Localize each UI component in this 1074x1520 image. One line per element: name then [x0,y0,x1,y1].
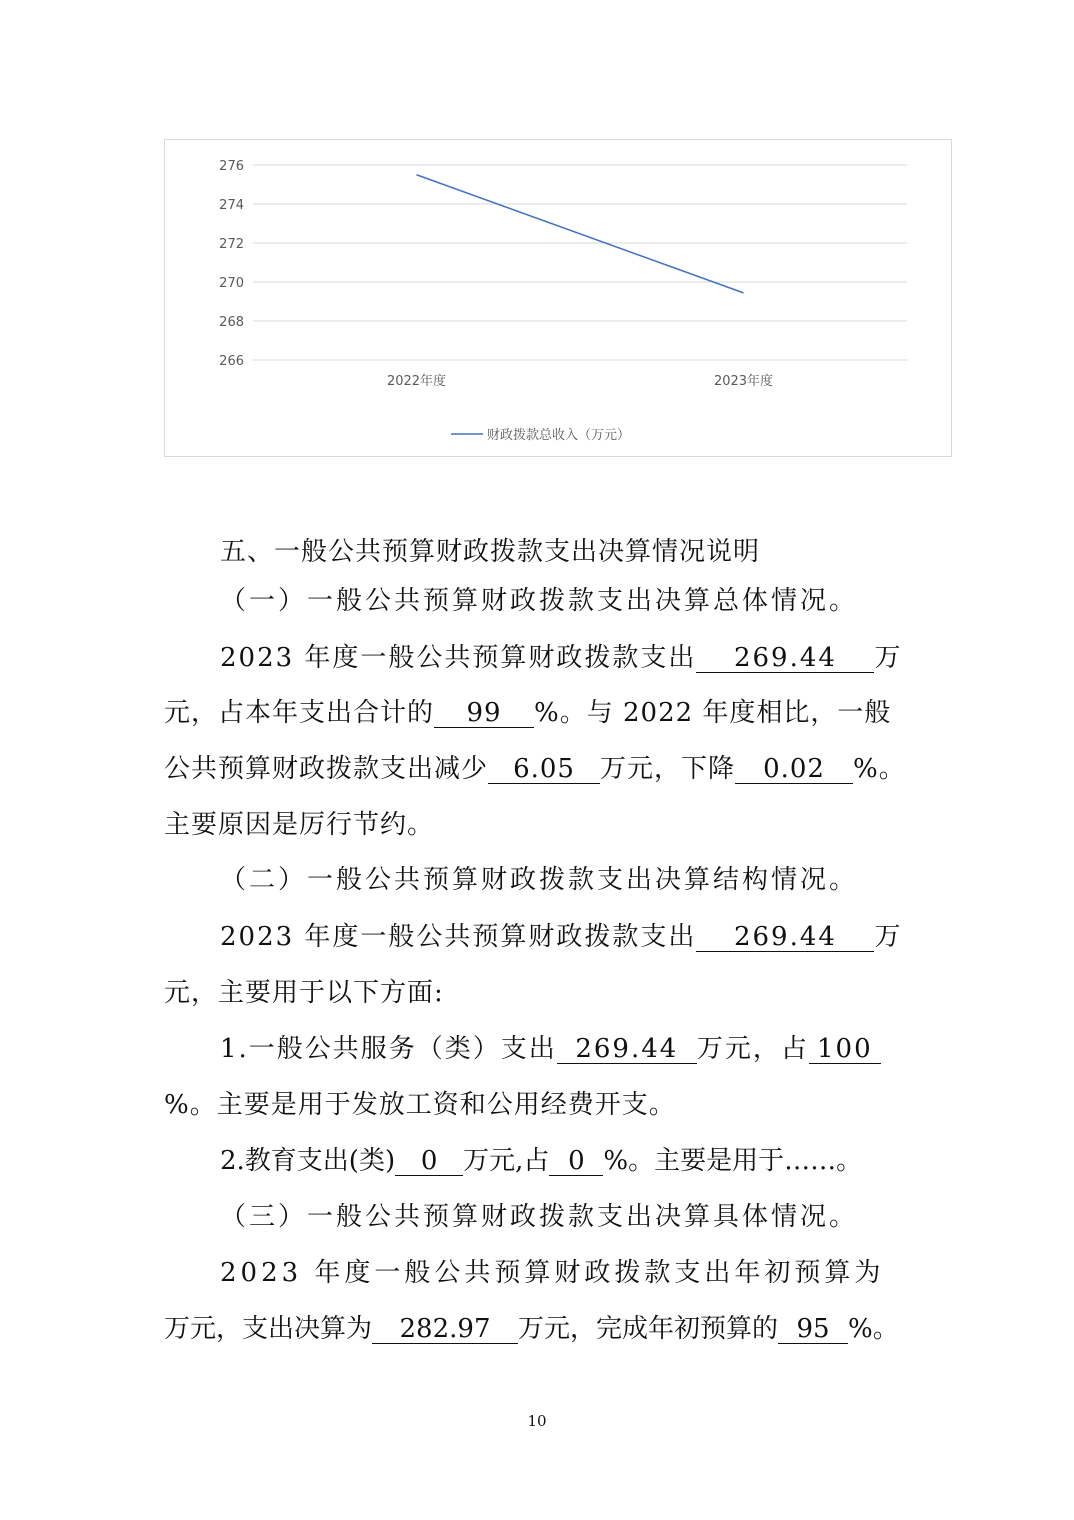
paragraph-2-line-1 [220,922,902,952]
x-tick-label: 2022年度 [386,374,447,389]
paragraph-3-line-2 [164,1314,899,1344]
fill-value: 6.05 [488,755,600,784]
text: 万元，占 [696,1034,809,1064]
text: 1.一般公共服务（类）支出 [220,1034,557,1064]
fill-value: 269.44 [696,644,874,673]
y-tick-label: 266 [219,354,244,369]
subheading-1: （一）一般公共预算财政拨款支出决算总体情况。 [220,586,859,616]
text: 2023 年度一般公共预算财政拨款支出 [220,922,697,952]
text: 万 [874,643,903,673]
x-tick-label: 2023年度 [713,374,774,389]
fill-value: 282.97 [372,1315,518,1344]
text: 2023 年度一般公共预算财政拨款支出 [220,643,697,673]
text: %。与 2022 年度相比，一般 [534,698,892,728]
paragraph-3-line-1: 2023 年度一般公共预算财政拨款支出年初预算为 [220,1258,885,1288]
y-tick-label: 272 [219,237,244,252]
text: 万元，下降 [600,754,736,784]
text: 2.教育支出(类) [220,1146,396,1176]
paragraph-1-line-4: 主要原因是厉行节约。 [164,810,435,840]
fill-value: 0.02 [735,755,853,784]
fill-value: 95 [778,1315,848,1344]
paragraph-2-line-2: 元，主要用于以下方面: [164,978,444,1008]
fill-value: 99 [434,699,534,728]
paragraph-1-line-2 [164,698,891,728]
text: 万元,占 [463,1146,550,1176]
text: %。主要是用于……。 [603,1146,863,1176]
page-number: 10 [527,1412,547,1430]
text: 元，占本年支出合计的 [164,698,435,728]
series-line [417,175,744,293]
paragraph-1-line-1 [220,643,902,673]
subheading-3: （三）一般公共预算财政拨款支出决算具体情况。 [220,1202,859,1232]
y-tick-label: 270 [219,276,244,291]
y-tick-label: 268 [219,315,244,330]
text: 公共预算财政拨款支出减少 [164,754,489,784]
text: %。 [853,754,906,784]
item-2 [220,1146,862,1176]
chart-canvas [165,140,953,458]
section-title: 五、一般公共预算财政拨款支出决算情况说明 [220,537,761,567]
fill-value: 269.44 [557,1035,697,1064]
line-chart [164,139,952,457]
text: 万 [874,922,903,952]
y-tick-label: 276 [219,159,244,174]
paragraph-1-line-3 [164,754,906,784]
text: 万元，完成年初预算的 [518,1314,779,1344]
fill-value: 269.44 [696,923,874,952]
subheading-2: （二）一般公共预算财政拨款支出决算结构情况。 [220,865,859,895]
item-1-line-1 [220,1034,881,1064]
fill-value: 100 [809,1035,881,1064]
legend-label: 财政拨款总收入（万元） [487,428,631,443]
item-1-line-2: %。主要是用于发放工资和公用经费开支。 [164,1090,676,1120]
fill-value: 0 [549,1147,603,1176]
text: 万元，支出决算为 [164,1314,373,1344]
fill-value: 0 [395,1147,463,1176]
y-tick-label: 274 [219,198,244,213]
text: %。 [848,1314,899,1344]
